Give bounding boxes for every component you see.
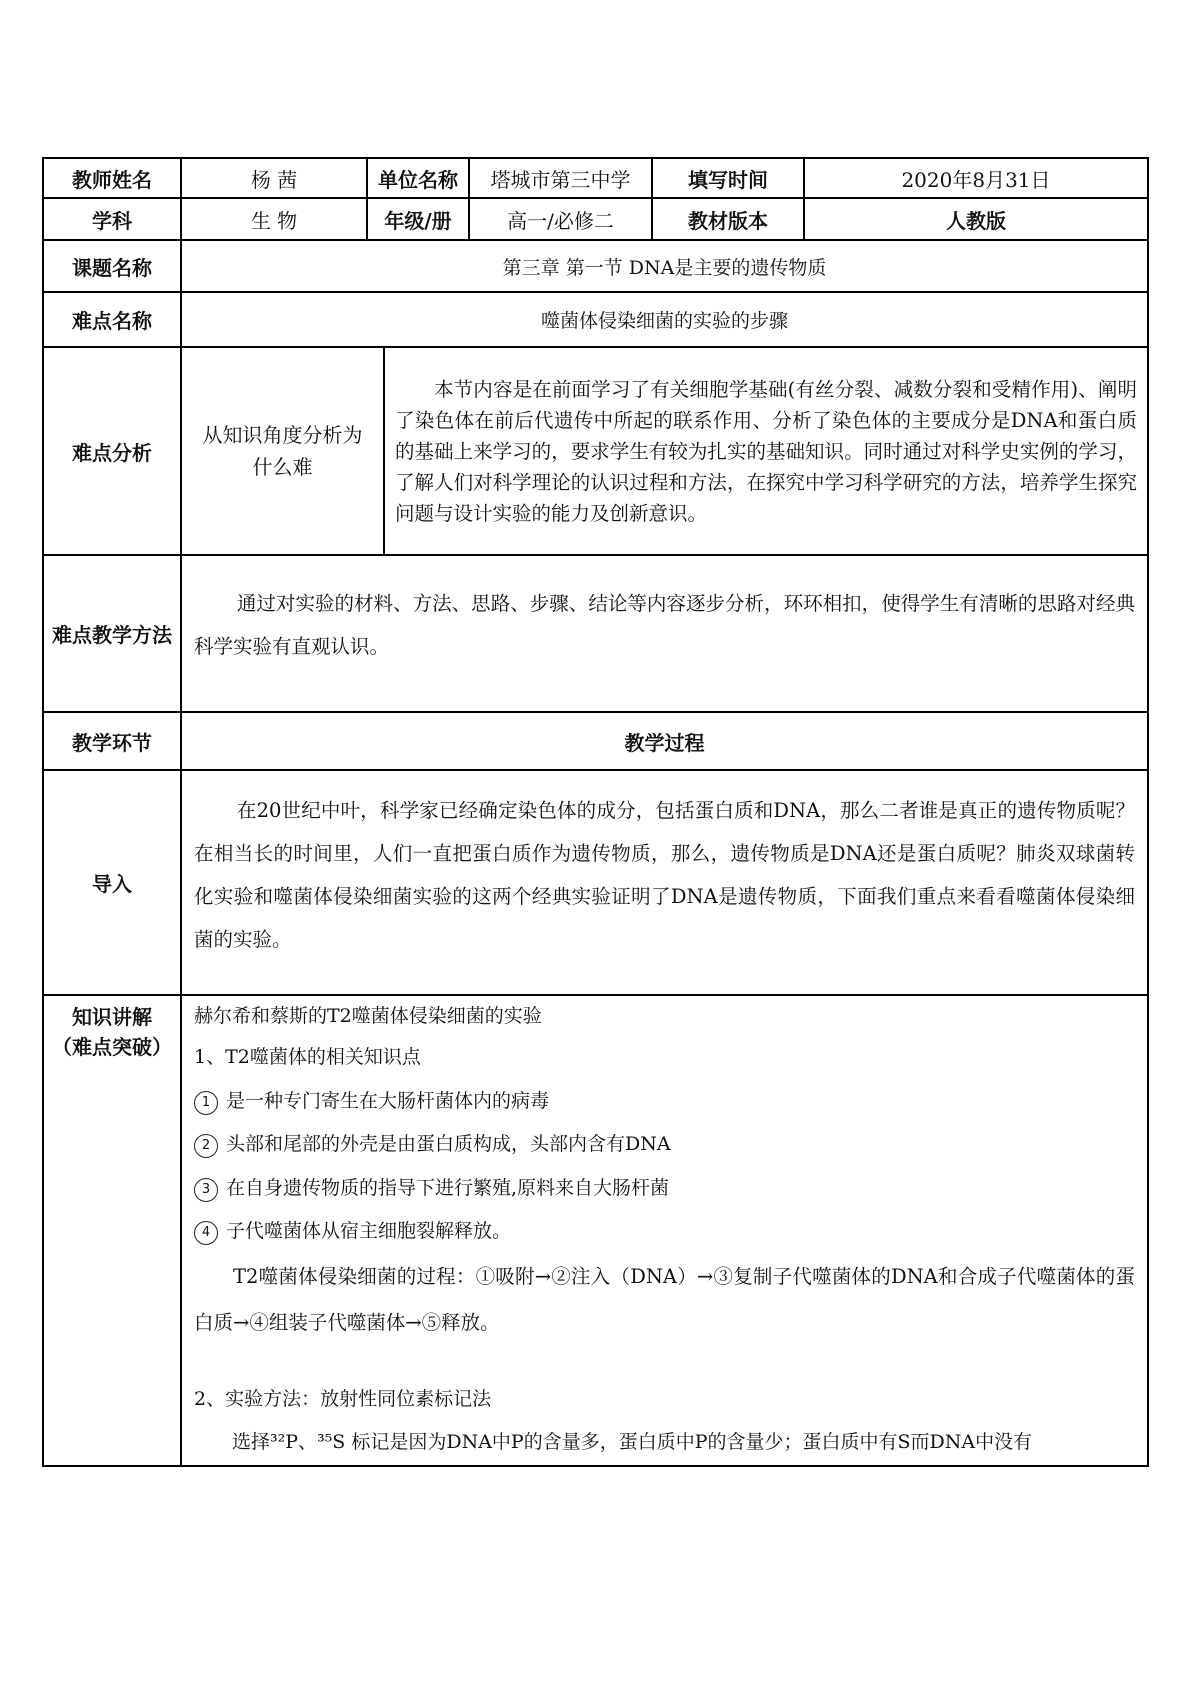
number-circle-icon: 2 xyxy=(194,1134,218,1158)
method-text: 通过对实验的材料、方法、思路、步骤、结论等内容逐步分析，环环相扣，使得学生有清晰的思路对经典科学实验有直观认识。 xyxy=(194,591,1135,658)
topic-label: 课题名称 xyxy=(43,240,181,292)
knowledge-label-reason: 选择³²P、³⁵S 标记是因为DNA中P的含量多，蛋白质中P的含量少；蛋白质中有S而DNA中没有 xyxy=(232,1431,1033,1453)
subject-value: 生 物 xyxy=(181,198,367,240)
knowledge-process-text: T2噬菌体侵染细菌的过程：①吸附→②注入（DNA）→③复制子代噬菌体的DNA和合成子代噬菌体的蛋白质→④组装子代噬菌体→⑤释放。 xyxy=(194,1264,1135,1334)
unit-label: 单位名称 xyxy=(367,158,469,198)
number-circle-icon: 3 xyxy=(194,1178,218,1202)
teacher-value: 杨 茜 xyxy=(181,158,367,198)
edition-value: 人教版 xyxy=(804,198,1148,240)
edition-label: 教材版本 xyxy=(652,198,804,240)
unit-value: 塔城市第三中学 xyxy=(469,158,652,198)
date-label: 填写时间 xyxy=(652,158,804,198)
process-label: 教学环节 xyxy=(43,712,181,770)
info-table xyxy=(42,157,1149,241)
number-circle-icon: 1 xyxy=(194,1091,218,1115)
knowledge-point-1: 1 是一种专门寄生在大肠杆菌体内的病毒 xyxy=(182,1080,1147,1124)
subject-label: 学科 xyxy=(43,198,181,240)
analysis-label: 难点分析 xyxy=(43,347,181,555)
intro-cell xyxy=(181,770,1148,995)
analysis-text: 本节内容是在前面学习了有关细胞学基础(有丝分裂、减数分裂和受精作用)、阐明了染色体在前后代遗传中所起的联系作用、分析了染色体的主要成分是DNA和蛋白质的基础上来学习的，要求学生有较为扎实的基础知识。同时通过对科学史实例的学习，了解人们对科学理论的认识过程和方法，在探究中学习科学研究的方法，培养学生探究问题与设计实验的能力及创新意识。 xyxy=(395,377,1137,525)
knowledge-cell xyxy=(181,995,1148,1466)
knowledge-label-line2: （难点突破） xyxy=(52,1035,172,1059)
process-value: 教学过程 xyxy=(181,712,1148,770)
intro-text: 在20世纪中叶，科学家已经确定染色体的成分，包括蛋白质和DNA，那么二者谁是真正的遗传物质呢？在相当长的时间里，人们一直把蛋白质作为遗传物质，那么，遗传物质是DNA还是蛋白质呢？肺炎双球菌转化实验和噬菌体侵染细菌实验的这两个经典实验证明了DNA是遗传物质，下面我们重点来看看噬菌体侵染细菌的实验。 xyxy=(194,798,1135,951)
topic-value: 第三章 第一节 DNA是主要的遗传物质 xyxy=(181,240,1148,292)
knowledge-point-4: 4 子代噬菌体从宿主细胞裂解释放。 xyxy=(182,1210,1147,1254)
knowledge-title: 赫尔希和蔡斯的T2噬菌体侵染细菌的实验 xyxy=(194,1005,542,1027)
date-value: 2020年8月31日 xyxy=(804,158,1148,198)
method-label: 难点教学方法 xyxy=(43,555,181,712)
difficulty-label: 难点名称 xyxy=(43,292,181,347)
grade-value: 高一/必修二 xyxy=(469,198,652,240)
knowledge-section1: 1、T2噬菌体的相关知识点 xyxy=(194,1046,421,1068)
method-cell xyxy=(181,555,1148,712)
spacer xyxy=(182,1346,1147,1378)
analysis-sublabel: 从知识角度分析为什么难 xyxy=(181,347,384,555)
difficulty-value: 噬菌体侵染细菌的实验的步骤 xyxy=(181,292,1148,347)
knowledge-point-3: 3 在自身遗传物质的指导下进行繁殖,原料来自大肠杆菌 xyxy=(182,1167,1147,1211)
knowledge-label-line1: 知识讲解 xyxy=(72,1005,152,1029)
lesson-plan-sheet xyxy=(42,157,1149,1467)
main-table xyxy=(42,239,1149,1467)
isotope-p: ³²P xyxy=(270,1431,299,1453)
isotope-s: ³⁵S xyxy=(317,1431,346,1453)
grade-label: 年级/册 xyxy=(367,198,469,240)
number-circle-icon: 4 xyxy=(194,1221,218,1245)
analysis-cell xyxy=(384,347,1148,555)
knowledge-point-2: 2 头部和尾部的外壳是由蛋白质构成，头部内含有DNA xyxy=(182,1123,1147,1167)
knowledge-section2: 2、实验方法：放射性同位素标记法 xyxy=(194,1387,492,1410)
intro-label: 导入 xyxy=(43,770,181,995)
teacher-label: 教师姓名 xyxy=(43,158,181,198)
knowledge-label xyxy=(43,995,181,1466)
